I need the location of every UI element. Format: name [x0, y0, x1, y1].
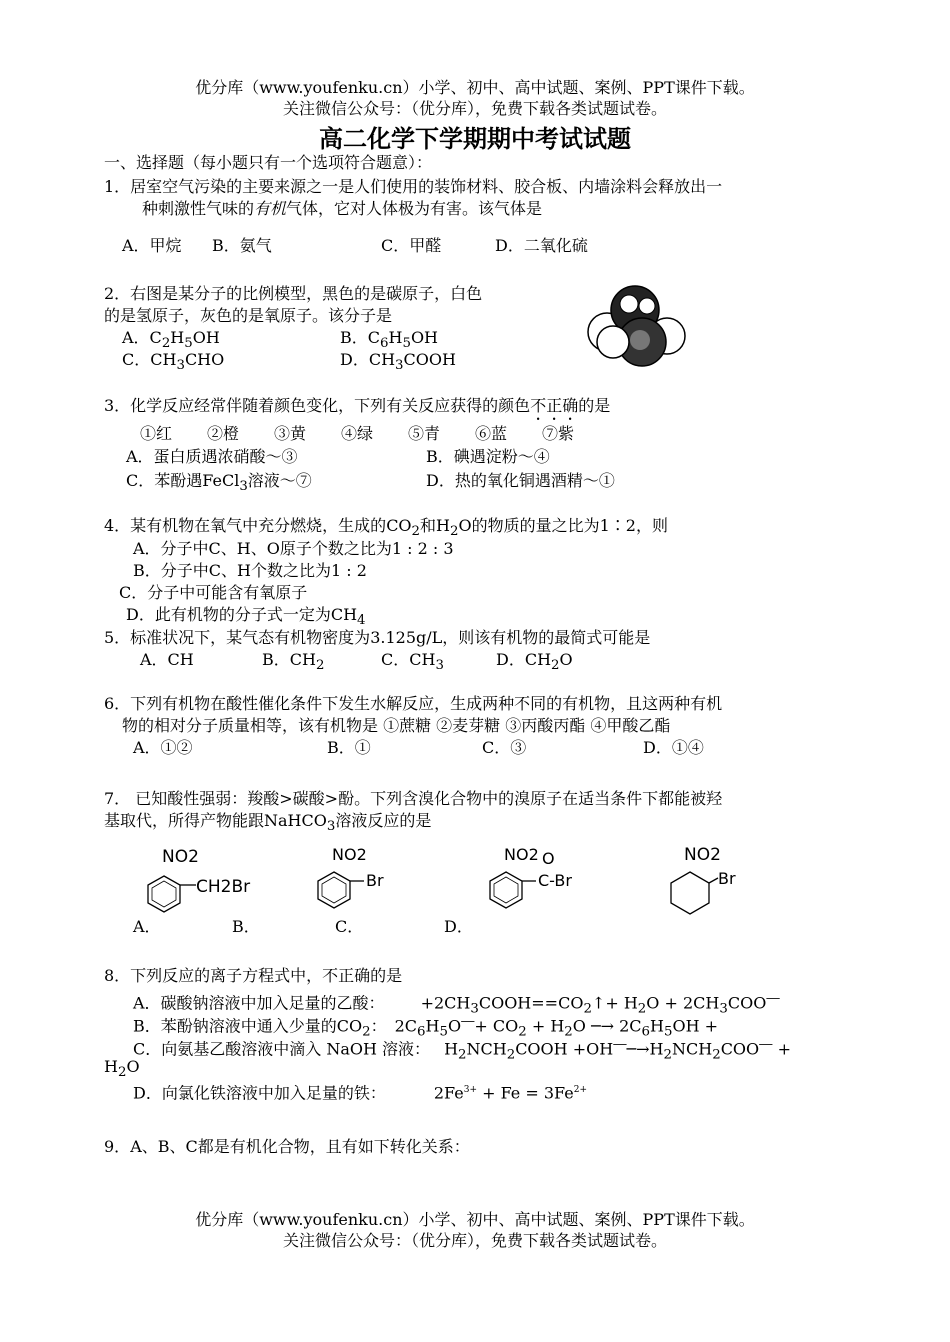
- q1-option-c: C．甲醛: [381, 236, 442, 255]
- q3-color-7: ⑦紫: [542, 424, 575, 443]
- section-heading: 一、选择题（每小题只有一个选项符合题意）：: [104, 153, 433, 172]
- structure-b-br-label: Br: [366, 871, 384, 890]
- q3-color-6: ⑥蓝: [475, 424, 508, 443]
- q2-option-d: D．$CH_3COOH$: [340, 350, 456, 374]
- q3-color-1: ①红: [140, 424, 173, 443]
- header-line-2: 关注微信公众号：（优分库），免费下载各类试题试卷。: [282, 99, 667, 118]
- q1-option-b: B．氨气: [212, 236, 272, 255]
- structure-b-no2-label: NO2: [332, 845, 367, 864]
- structure-d-cyclohexane: [660, 838, 760, 918]
- q9-line-1: 9．A、B、C都是有机化合物，且有如下转化关系：: [104, 1137, 470, 1156]
- structure-c-acyl-bromide: [482, 838, 592, 918]
- q6-option-c: C．③: [482, 738, 527, 757]
- q8-line-1: 8．下列反应的离子方程式中，不正确的是: [104, 966, 403, 985]
- q6-line-1: 6．下列有机物在酸性催化条件下发生水解反应，生成两种不同的有机物，且这两种有机: [104, 694, 723, 713]
- q3-line-1: 3．化学反应经常伴随着颜色变化，下列有关反应获得的颜色不正确的是: [104, 396, 611, 415]
- q4-option-c: C．分子中可能含有氧原子: [119, 583, 308, 602]
- q6-option-a: A．①②: [133, 738, 193, 757]
- q2-option-a: A．$C_2H_5OH$: [122, 328, 220, 352]
- structure-a-benzyl-bromide: [140, 840, 260, 920]
- q2-option-c: C．$CH_3CHO$: [122, 350, 225, 374]
- q6-line-2: 物的相对分子质量相等，该有机物是 ①蔗糖 ②麦芽糖 ③丙酸丙酯 ④甲酸乙酯: [122, 716, 671, 735]
- q3-color-2: ②橙: [207, 424, 240, 443]
- q1-option-a: A．甲烷: [122, 236, 182, 255]
- q4-option-b: B．分子中C、H个数之比为1 : 2: [133, 561, 367, 580]
- q3-color-5: ⑤青: [408, 424, 441, 443]
- q8-option-c: C．向氨基乙酸溶液中滴入 NaOH 溶液： $H_2NCH_2COOH$ $+OH^―─\to H_2NCH_2COO^―$ +: [133, 1037, 791, 1063]
- q5-line-1: 5．标准状况下，某气态有机物密度为3.125g/L，则该有机物的最简式可能是: [104, 628, 651, 647]
- q8-option-b: B．苯酚钠溶液中通入少量的$CO_2$： $2C_6H_5O^―+ CO_2 + H_2O$ ─→ $2C_6H_5OH$ +: [133, 1014, 719, 1040]
- q6-option-d: D．①④: [643, 738, 704, 757]
- q4-option-d: D．此有机物的分子式一定为$CH_4$: [126, 605, 366, 629]
- q7-option-a: A．: [133, 917, 161, 936]
- q2-option-b: B．$C_6H_5OH$: [340, 328, 439, 352]
- q8-option-d: D．向氯化铁溶液中加入足量的铁： $2Fe^{3+} + Fe = 3Fe^{2+}$: [133, 1083, 588, 1103]
- structure-d-no2-label: NO2: [684, 845, 721, 865]
- q4-option-a: A．分子中C、H、O原子个数之比为1 : 2 : 3: [133, 539, 454, 558]
- q8-option-a: A．碳酸钠溶液中加入足量的乙酸： $+2CH_3COOH==CO_2↑+ H_2O + 2CH_3COO^―$: [133, 991, 780, 1017]
- q6-option-b: B．①: [327, 738, 371, 757]
- q7-option-b: B．: [232, 917, 260, 936]
- structure-a-no2-label: NO2: [162, 847, 199, 867]
- q3-color-4: ④绿: [341, 424, 374, 443]
- q1-line-1: 1．居室空气污染的主要来源之一是人们使用的装饰材料、胶合板、内墙涂料会释放出一: [104, 177, 723, 196]
- structure-b-bromonitrobenzene: [310, 838, 410, 918]
- space-filling-model-image: [585, 282, 695, 372]
- header-line-1: 优分库（www.youfenku.cn）小学、初中、高中试题、案例、PPT课件下载。: [195, 78, 755, 97]
- q1-line-2: 种刺激性气味的有机气体，它对人体极为有害。该气体是: [142, 199, 543, 218]
- q7-line-2: 基取代，所得产物能跟NaHCO$_3$溶液反应的是: [104, 811, 432, 835]
- q3-color-3: ③黄: [274, 424, 307, 443]
- footer-line-1: 优分库（www.youfenku.cn）小学、初中、高中试题、案例、PPT课件下载。: [195, 1210, 755, 1229]
- q2-line-2: 的是氢原子，灰色的是氧原子。该分子是: [104, 306, 393, 325]
- q7-option-c: C．: [335, 917, 364, 936]
- q3-option-a: A．蛋白质遇浓硝酸～③: [126, 447, 298, 466]
- q5-option-b: B．$CH_2$: [262, 650, 325, 674]
- q3-option-c: C．苯酚遇FeCl$_3$溶液～⑦: [126, 471, 312, 495]
- q2-line-1: 2．右图是某分子的比例模型，黑色的是碳原子，白色: [104, 284, 483, 303]
- structure-c-cbr-label: C-Br: [538, 871, 572, 890]
- q5-option-c: C．$CH_3$: [381, 650, 444, 674]
- footer-line-2: 关注微信公众号：（优分库），免费下载各类试题试卷。: [282, 1231, 667, 1250]
- q7-line-1: 7． 已知酸性强弱：羧酸>碳酸>酚。下列含溴化合物中的溴原子在适当条件下都能被羟: [104, 789, 723, 808]
- structure-c-o-label: O: [542, 849, 555, 868]
- structure-d-br-label: Br: [718, 869, 736, 888]
- q3-option-d: D．热的氧化铜遇酒精～①: [426, 471, 615, 490]
- page-title: 高二化学下学期期中考试试题: [319, 125, 631, 153]
- structure-a-ch2br-label: CH2Br: [196, 877, 251, 897]
- q8-option-c-cont: $H_2O$: [104, 1057, 140, 1081]
- q1-option-d: D．二氧化硫: [495, 236, 588, 255]
- q4-line-1: 4．某有机物在氧气中充分燃烧，生成的$CO_2$和$H_2O$的物质的量之比为1∶2，则: [104, 516, 669, 540]
- q5-option-a: A．CH: [140, 650, 194, 669]
- q3-option-b: B．碘遇淀粉～④: [426, 447, 550, 466]
- q5-option-d: D．$CH_2O$: [496, 650, 573, 674]
- structure-c-no2-label: NO2: [504, 845, 539, 864]
- q7-option-d: D．: [444, 917, 473, 936]
